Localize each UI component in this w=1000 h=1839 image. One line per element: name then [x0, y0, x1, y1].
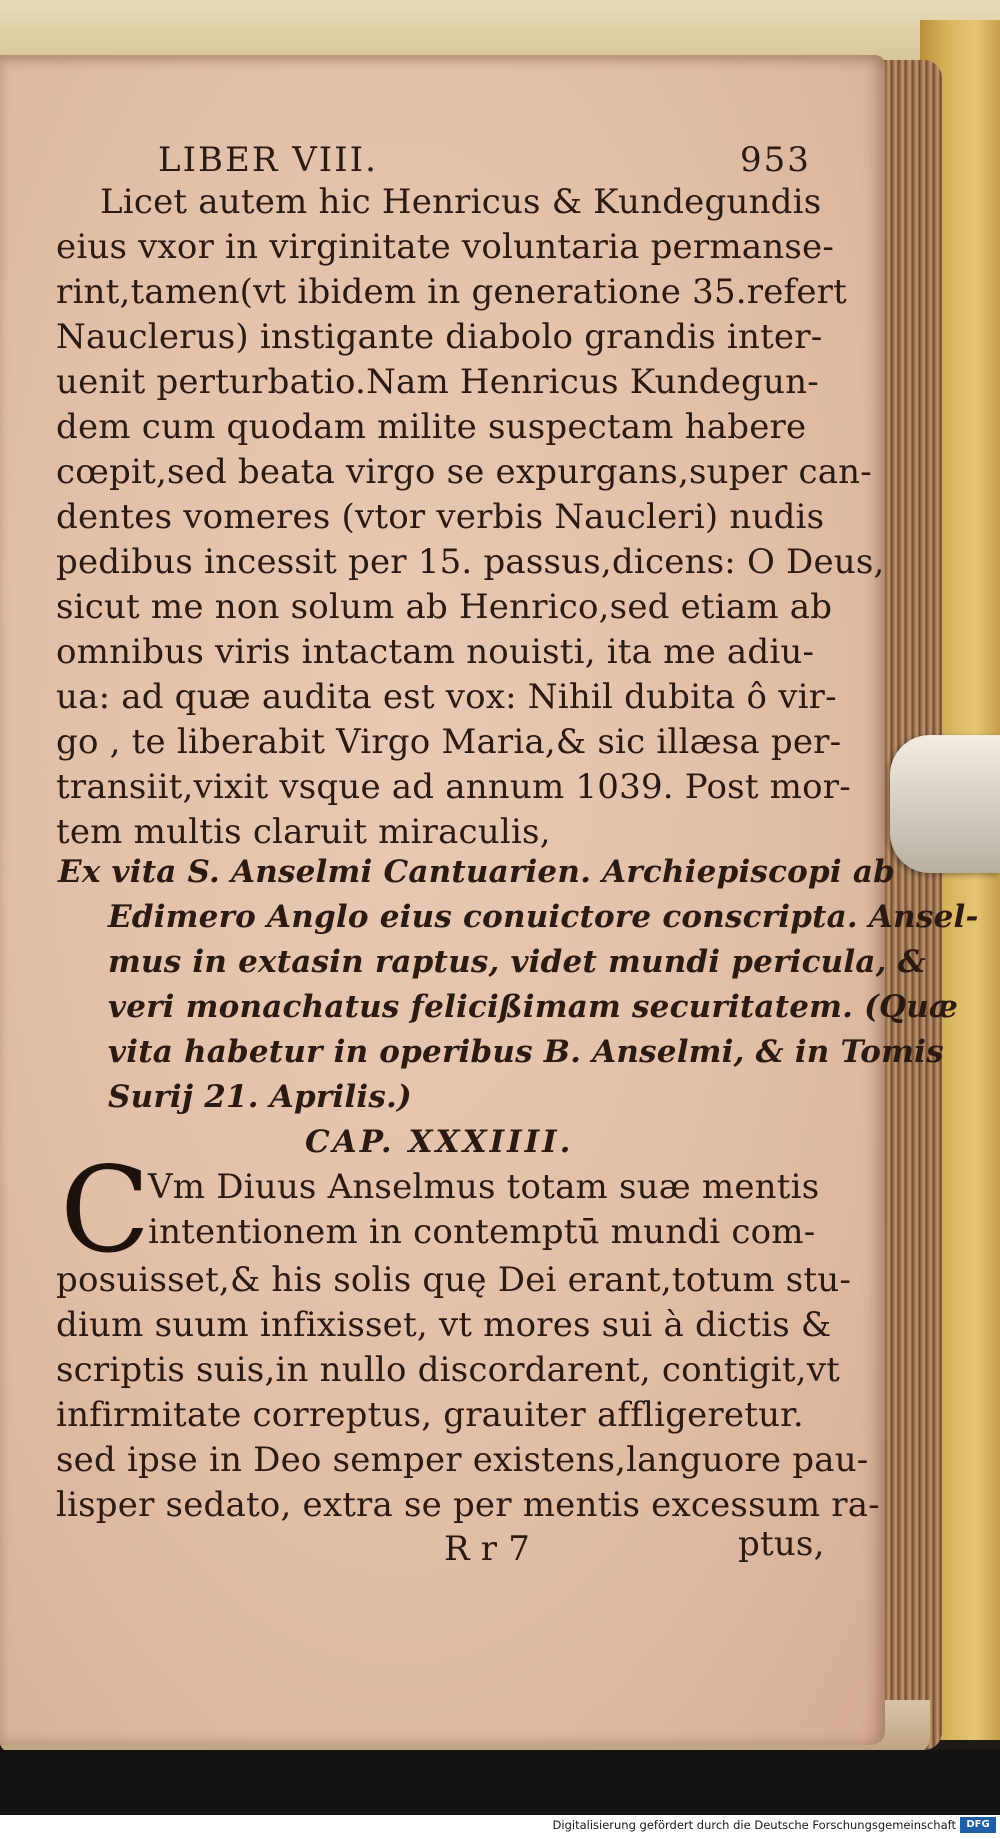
book-top-edge — [0, 0, 1000, 60]
summary-line: vita habetur in operibus B. Anselmi, & in Tomis — [108, 1034, 944, 1070]
body-line: cœpit,sed beata virgo se expurgans,super can- — [56, 452, 872, 492]
body-line: go , te liberabit Virgo Maria,& sic illæsa per- — [56, 722, 842, 762]
chapter-line: sed ipse in Deo semper existens,languore pau- — [56, 1440, 869, 1480]
running-header: LIBER VIII. — [158, 140, 378, 180]
signature-mark: R r 7 — [444, 1529, 531, 1569]
book-clasp — [890, 735, 1000, 873]
body-line: tem multis claruit miraculis, — [56, 812, 551, 852]
body-line: ua: ad quæ audita est vox: Nihil dubita ô vir- — [56, 677, 837, 717]
body-line: rint,tamen(vt ibidem in generatione 35.refert — [56, 272, 847, 312]
chapter-line: Vm Diuus Anselmus totam suæ mentis — [148, 1167, 820, 1207]
body-line: Licet autem hic Henricus & Kundegundis — [100, 182, 822, 222]
body-line: dentes vomeres (vtor verbis Naucleri) nudis — [56, 497, 825, 537]
body-line: sicut me non solum ab Henrico,sed etiam ab — [56, 587, 833, 627]
body-line: eius vxor in virginitate voluntaria permanse- — [56, 227, 835, 267]
chapter-line: dium suum infixisset, vt mores sui à dictis & — [56, 1305, 832, 1345]
catchword: ptus, — [738, 1524, 825, 1564]
dfg-logo: DFG — [960, 1817, 996, 1833]
chapter-line: scriptis suis,in nullo discordarent, contigit,vt — [56, 1350, 841, 1390]
chapter-line: intentionem in contemptū mundi com- — [148, 1212, 816, 1252]
chapter-heading: CAP. XXXIIII. — [305, 1124, 574, 1160]
summary-line: Ex vita S. Anselmi Cantuarien. Archiepiscopi ab — [58, 854, 896, 890]
body-line: dem cum quodam milite suspectam habere — [56, 407, 807, 447]
body-line: pedibus incessit per 15. passus,dicens: O Deus, — [56, 542, 885, 582]
summary-line: Surij 21. Aprilis.) — [108, 1079, 412, 1115]
chapter-line: posuisset,& his solis quę Dei erant,totum stu- — [56, 1260, 852, 1300]
drop-cap: C — [60, 1141, 151, 1279]
footer-credit: Digitalisierung gefördert durch die Deutsche Forschungsgemeinschaft — [552, 1818, 956, 1832]
page-number: 953 — [740, 140, 811, 180]
body-line: Nauclerus) instigante diabolo grandis inter- — [56, 317, 823, 357]
body-line: uenit perturbatio.Nam Henricus Kundegun- — [56, 362, 819, 402]
summary-line: mus in extasin raptus, videt mundi pericula, & — [108, 944, 926, 980]
body-line: transiit,vixit vsque ad annum 1039. Post mor- — [56, 767, 851, 807]
chapter-line: lisper sedato, extra se per mentis excessum ra- — [56, 1485, 880, 1525]
chapter-line: infirmitate correptus, grauiter affligeretur. — [56, 1395, 804, 1435]
summary-line: Edimero Anglo eius conuictore conscripta. Ansel- — [108, 899, 979, 935]
summary-line: veri monachatus felicißimam securitatem. (Quæ — [108, 989, 959, 1025]
body-line: omnibus viris intactam nouisti, ita me adiu- — [56, 632, 815, 672]
